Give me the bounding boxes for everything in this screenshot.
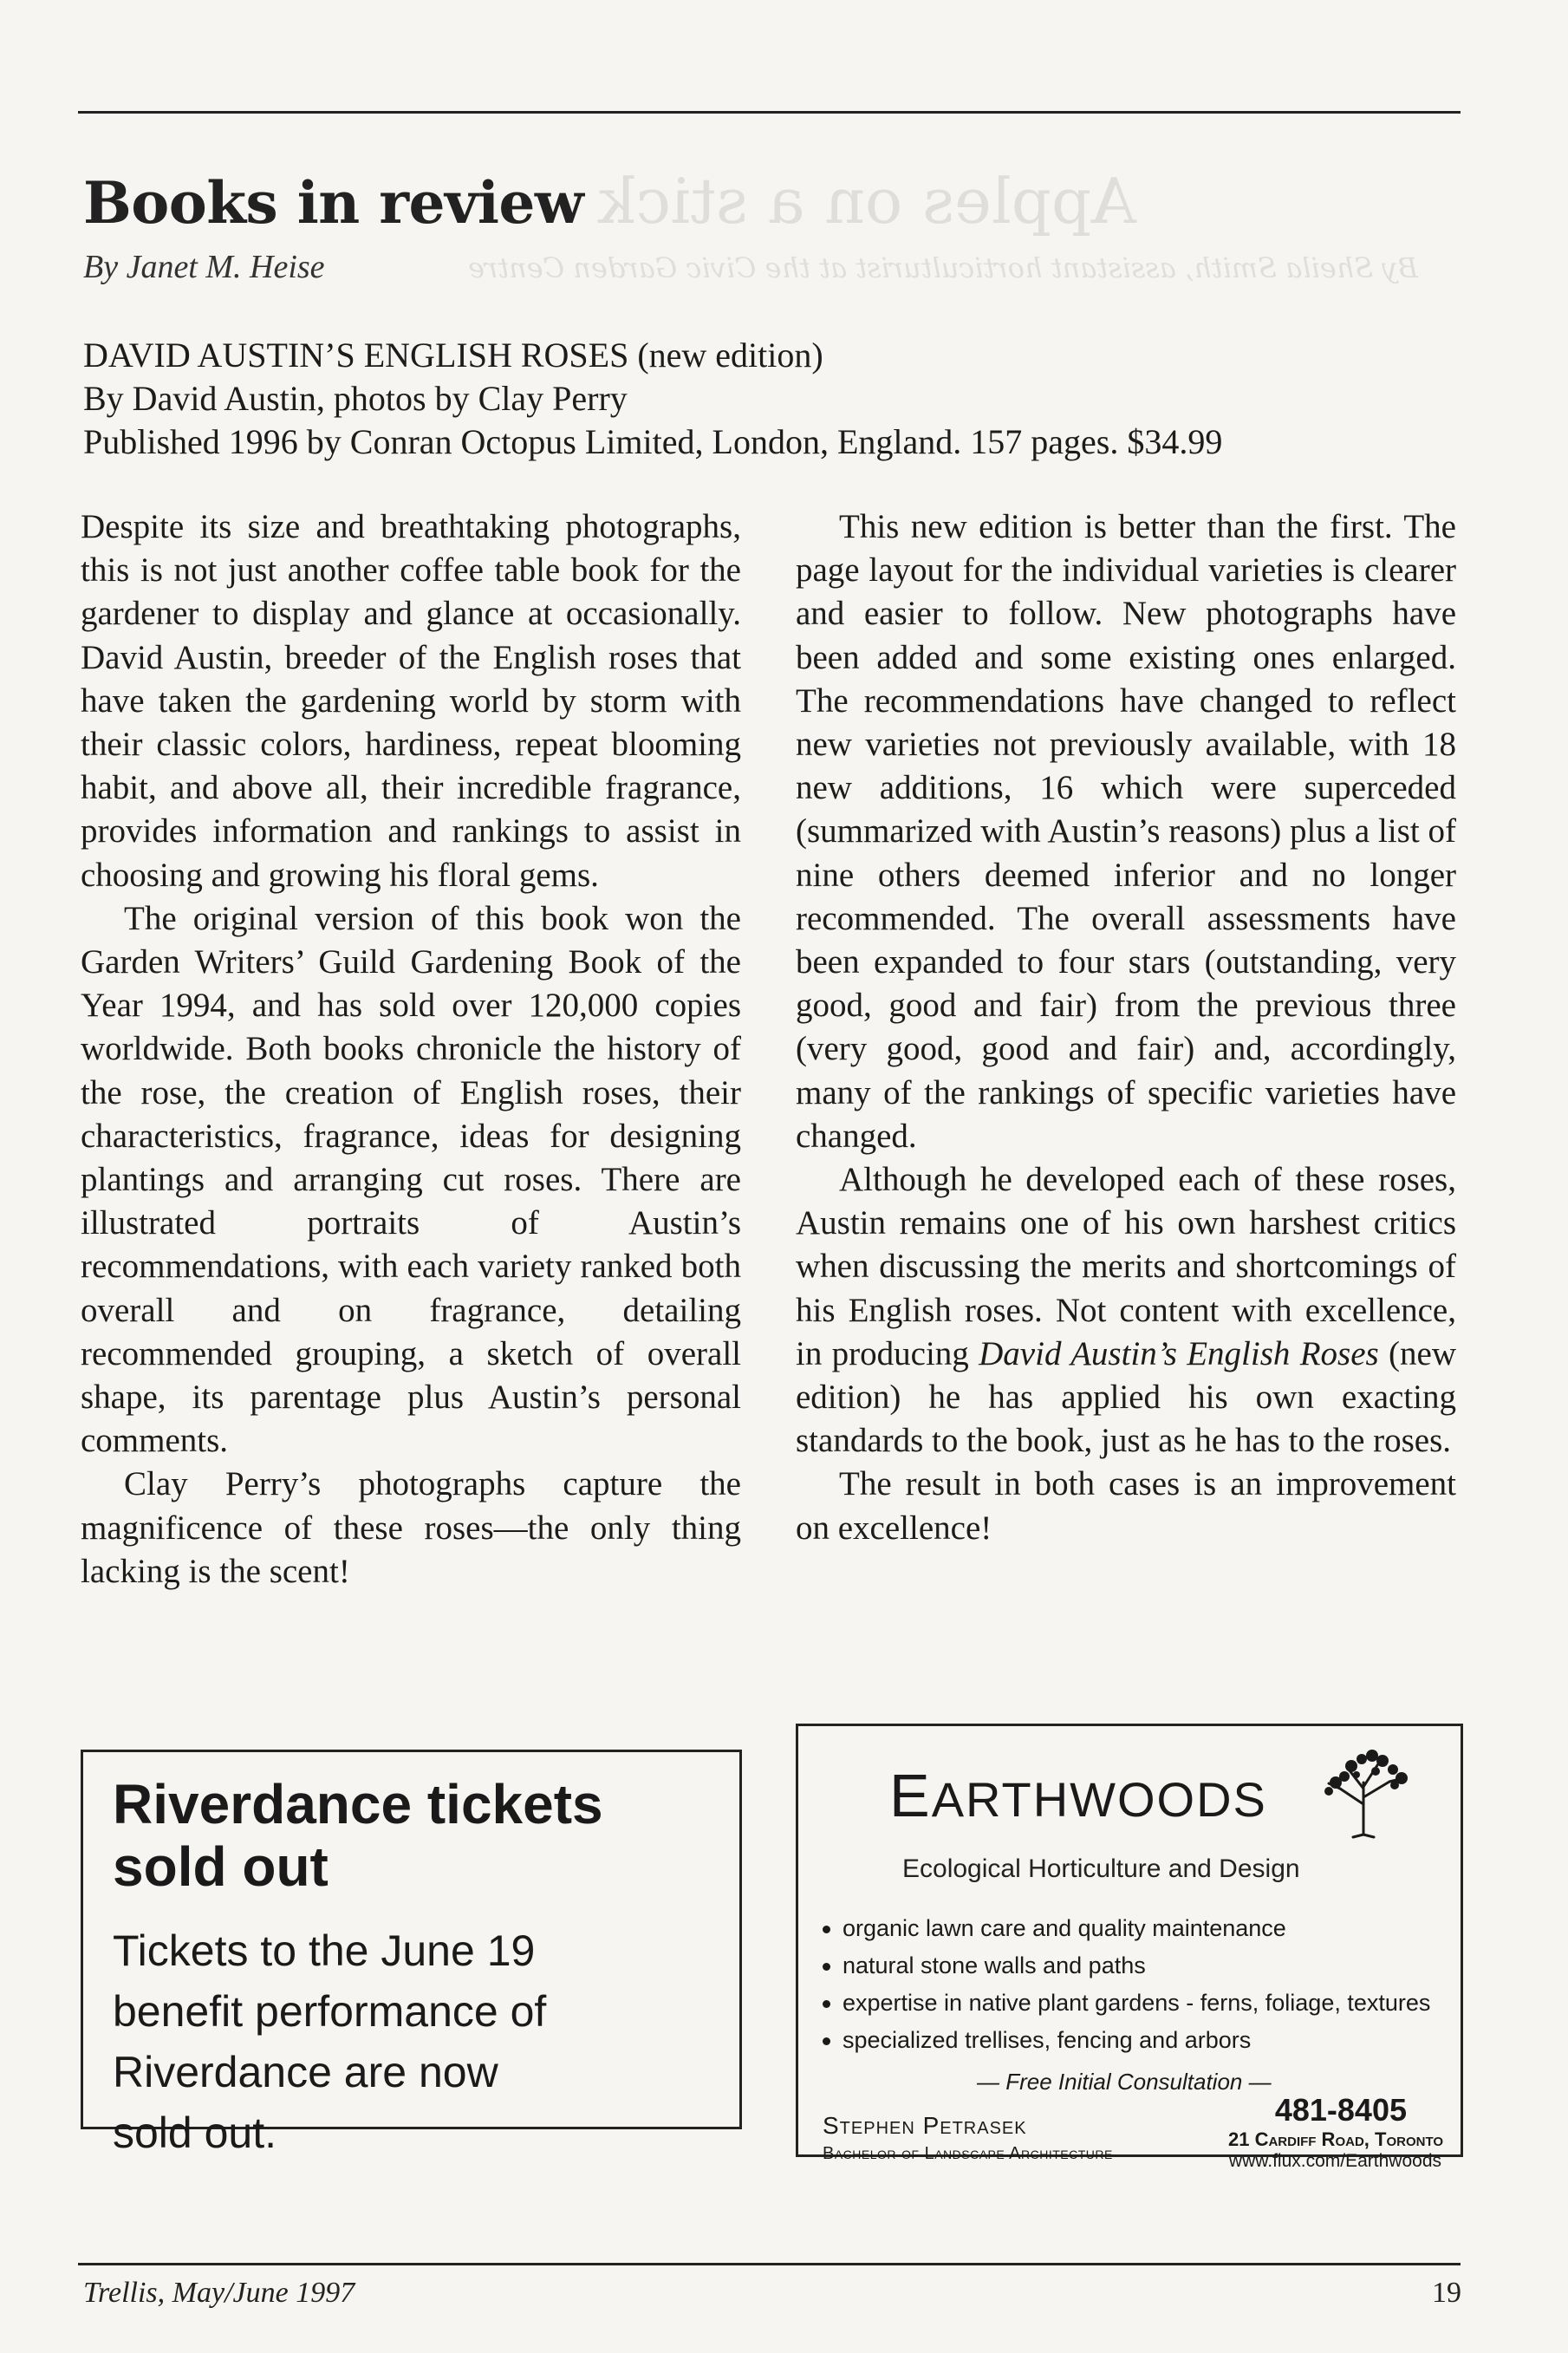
article-paragraph: The original version of this book won the Garden Writers’ Guild Gardening Book of the Year 1994, and has sold over 120,000 copies worldwide. Both books chronicle the history of the rose, the creation of English roses, their characteristics, fragrance, ideas for designing plantings and arranging cut roses. There are illustrated portraits of Austin’s recommendations, with each variety ranked both overall and on fragrance, detailing recommended grouping, a sketch of overall shape, its parentage plus Austin’s personal comments. [81, 899, 741, 1460]
book-info [83, 334, 1470, 464]
website-url: www.flux.com/Earthwoods [1228, 2151, 1441, 2171]
article-column-right [796, 505, 1456, 1550]
riverdance-notice-box [81, 1750, 742, 2157]
book-title: DAVID AUSTIN’S ENGLISH ROSES (new edition) [83, 336, 823, 375]
bleed-through-heading: Apples on a stick [598, 165, 1136, 238]
phone-number: 481-8405 [1274, 2092, 1407, 2128]
article-column-left [81, 505, 741, 1594]
tree-icon [1318, 1744, 1414, 1839]
riverdance-headline-line: sold out [113, 1835, 329, 1898]
top-rule [78, 111, 1461, 114]
book-author: By David Austin, photos by Clay Perry [83, 379, 628, 418]
riverdance-headline [113, 1773, 710, 1898]
free-consultation: — Free Initial Consultation — [977, 2069, 1272, 2095]
publication-footer: Trellis, May/June 1997 [83, 2277, 355, 2309]
byline: By Janet M. Heise [83, 249, 325, 285]
article-paragraph: Despite its size and breathtaking photographs, this is not just another coffee table book for the gardener to display and glance at occasionally. David Austin, breeder of the English roses that have taken the gardening world by storm with their classic colors, hardiness, repeat blooming habit, and above all, their incredible fragrance, provides information and rankings to assist in choosing and growing his floral gems. [81, 508, 741, 894]
article-paragraph: The result in both cases is an improvement on excellence! [796, 1465, 1456, 1547]
riverdance-body-line: benefit performance of [113, 1987, 547, 2036]
riverdance-body-line: sold out. [113, 2109, 277, 2157]
services-list [823, 1910, 1430, 2059]
service-text: natural stone walls and paths [843, 1952, 1146, 1978]
bleed-through-byline: By Sheila Smith, assistant horticulturist at the Civic Garden Centre [468, 251, 1418, 284]
riverdance-body [113, 1920, 710, 2163]
logo-initial: E [889, 1762, 932, 1829]
book-title-italic: David Austin’s English Roses [979, 1334, 1379, 1372]
contact-title: Bachelor of Landscape Architecture [823, 2144, 1113, 2163]
list-item [823, 1985, 1430, 2022]
bullet-icon [823, 2037, 830, 2045]
street-address: 21 Cardiff Road, Toronto [1227, 2128, 1443, 2150]
bottom-rule [78, 2263, 1461, 2265]
service-text: expertise in native plant gardens - ferns, foliage, textures [843, 1990, 1431, 2016]
service-text: specialized trellises, fencing and arbors [843, 2027, 1252, 2053]
paragraph-text: Although he developed each of these roses, Austin remains one of his own harshest critics when discussing the merits and shortcomings of his English roses. Not content with excellence, in producing [796, 1161, 1456, 1372]
riverdance-body-line: Riverdance are now [113, 2048, 498, 2096]
article-paragraph: This new edition is better than the first. The page layout for the individual varieties is clearer and easier to follow. New photographs have been added and some existing ones enlarged. The recommendations have changed to reflect new varieties not previously available, with 18 new additions, 16 which were superceded (summarized with Austin’s reasons) plus a list of nine others deemed inferior and no longer recommended. The overall assessments have been expanded to four stars (outstanding, very good, good and fair) from the previous three (very good, good and fair) and, accordingly, many of the rankings of specific varieties have changed. [796, 508, 1456, 1155]
page-number: 19 [1432, 2277, 1461, 2309]
bullet-icon [823, 1963, 830, 1971]
riverdance-headline-line: Riverdance tickets [113, 1773, 603, 1835]
earthwoods-logo [889, 1761, 1267, 1830]
riverdance-body-line: Tickets to the June 19 [113, 1926, 536, 1975]
article-paragraph: Clay Perry’s photographs capture the magnificence of these roses—the only thing lacking is the scent! [81, 1465, 741, 1590]
list-item [823, 1910, 1430, 1947]
bullet-icon [823, 2000, 830, 2008]
list-item [823, 2022, 1430, 2059]
earthwoods-advertisement [796, 1724, 1463, 2171]
list-item [823, 1947, 1430, 1985]
bullet-icon [823, 1926, 830, 1933]
earthwoods-tagline: Ecological Horticulture and Design [902, 1854, 1300, 1883]
service-text: organic lawn care and quality maintenance [843, 1915, 1286, 1941]
article-paragraph [796, 1158, 1456, 1463]
logo-text: ARTHWOODS [931, 1772, 1267, 1827]
section-title: Books in review [83, 169, 584, 237]
contact-name: Stephen Petrasek [823, 2112, 1027, 2139]
book-publication: Published 1996 by Conran Octopus Limited, London, England. 157 pages. $34.99 [83, 422, 1223, 461]
paragraph-text: (new edition) he has applied his own exacting standards to the book, just as he has to the roses. [796, 1334, 1457, 1460]
